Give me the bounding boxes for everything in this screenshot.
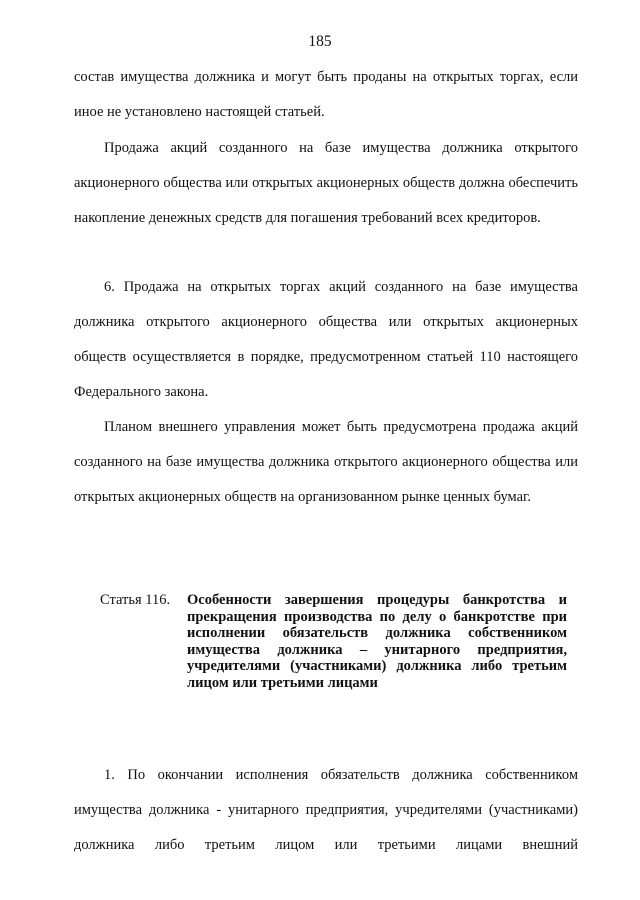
- page-number: 185: [308, 33, 332, 50]
- paragraph-sale-of-shares: Продажа акций созданного на базе имущества должника открытого акционерного общества или открытых акционерных обществ должна обеспечить накопление денежных средств для погашения требований всех кредиторов.: [74, 140, 578, 226]
- article-title: Особенности завершения процедуры банкротства и прекращения производства по делу о банкротстве при исполнении обязательств должника собственником имущества должника – унитарного предприятия, учредителями (участниками) должника либо третьим лицом или третьими лицами: [187, 592, 567, 691]
- paragraph-item-1: 1. По окончании исполнения обязательств должника собственником имущества должника - унитарного предприятия, учредителями (участниками) должника либо третьим лицом или третьими лицами внешний: [74, 767, 578, 853]
- paragraph-continuation: состав имущества должника и могут быть проданы на открытых торгах, если иное не установлено настоящей статьей.: [74, 69, 578, 120]
- paragraph-external-management-plan: Планом внешнего управления может быть предусмотрена продажа акций созданного на базе имущества должника открытого акционерного общества или открытых акционерных обществ на организованном рынке ценных бумаг.: [74, 419, 578, 505]
- article-number: Статья 116.: [100, 592, 171, 608]
- paragraph-item-6: 6. Продажа на открытых торгах акций созданного на базе имущества должника открытого акционерного общества или открытых акционерных обществ осуществляется в порядке, предусмотренном статьей 110 настоящего Федерального закона.: [74, 279, 578, 400]
